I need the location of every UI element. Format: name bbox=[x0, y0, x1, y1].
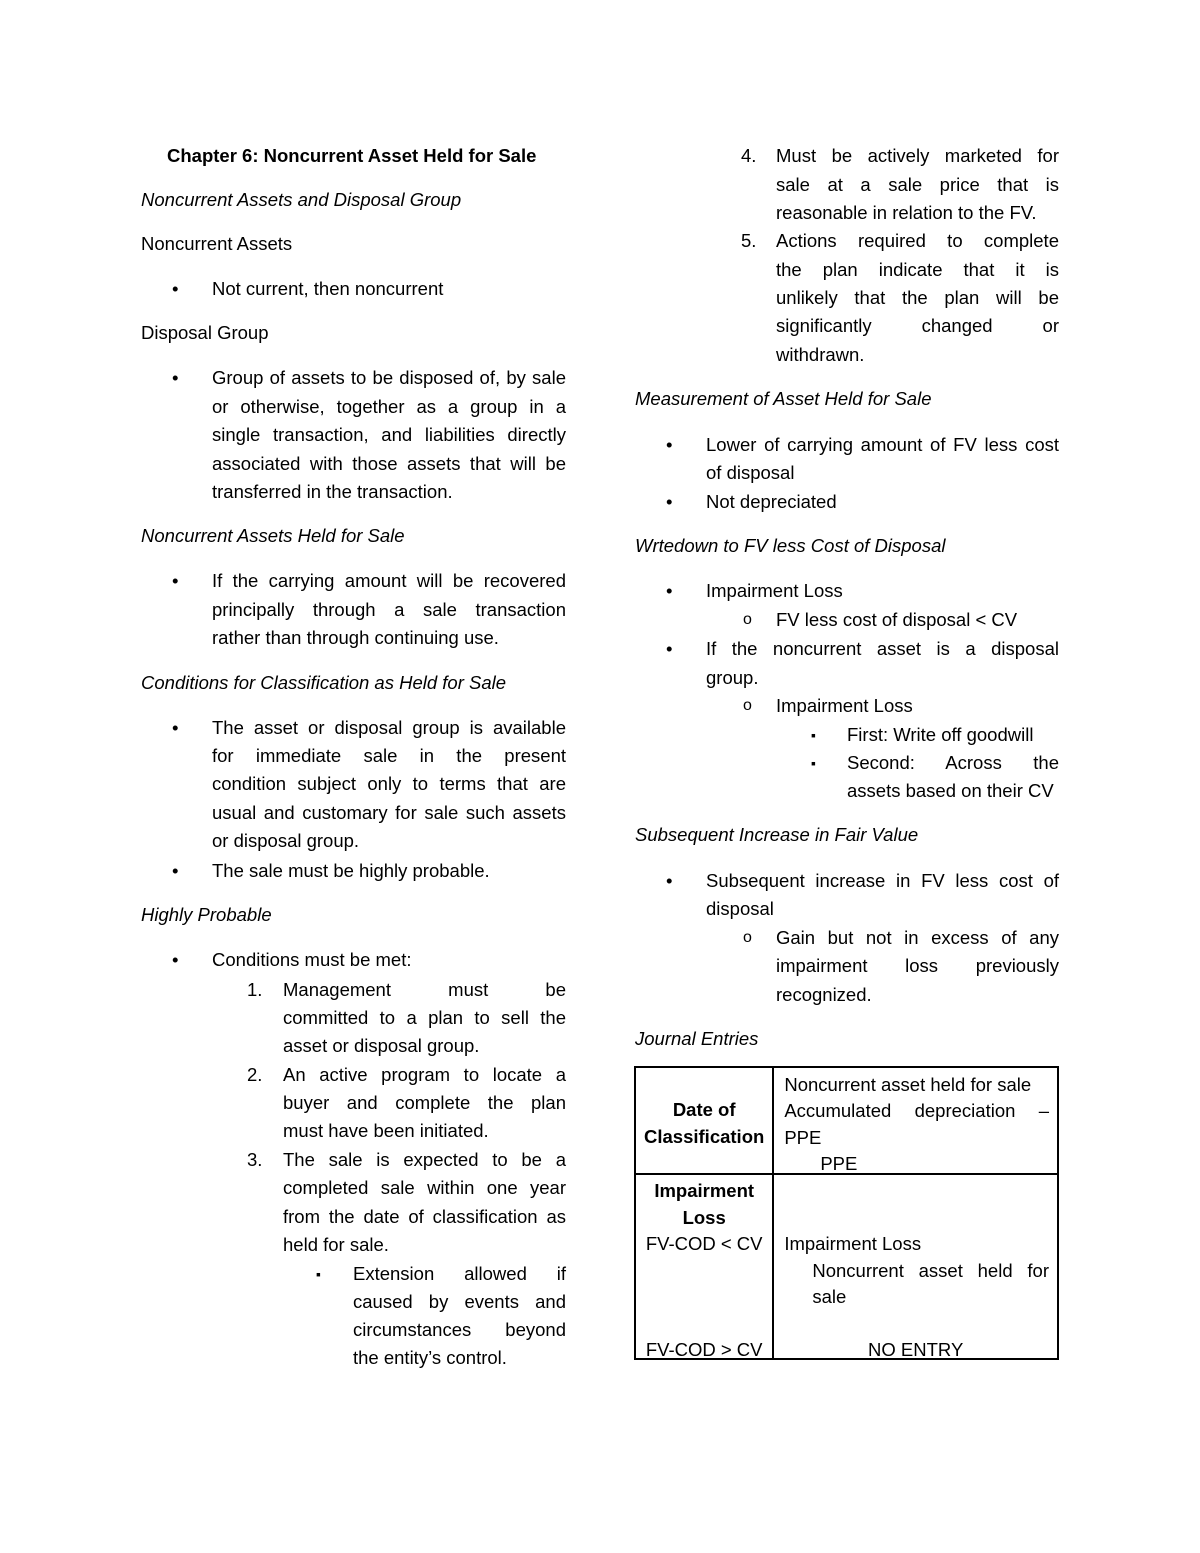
heading-noncurrent-assets-disposal-group: Noncurrent Assets and Disposal Group bbox=[141, 189, 462, 210]
page-title: Chapter 6: Noncurrent Asset Held for Sale bbox=[167, 145, 537, 166]
list-item-line: The sale is expected to be a bbox=[283, 1149, 566, 1170]
list-item-line: associated with those assets that will be bbox=[212, 453, 566, 474]
cell-label: Date of bbox=[672, 1099, 736, 1120]
cell-condition: FV-COD > CV bbox=[645, 1339, 763, 1360]
list-item-line: The asset or disposal group is available bbox=[212, 717, 566, 738]
cell-label: Classification bbox=[644, 1126, 765, 1147]
table-cell-entry bbox=[773, 1174, 1058, 1359]
list-item-line: condition subject only to terms that are bbox=[212, 773, 566, 794]
list-item-line: unlikely that the plan will be bbox=[776, 287, 1059, 308]
list-item-line: Extension allowed if bbox=[353, 1263, 566, 1284]
subheading-noncurrent-assets: Noncurrent Assets bbox=[141, 233, 293, 254]
list-item-line: impairment loss previously bbox=[776, 955, 1059, 976]
list-item-line: principally through a sale transaction bbox=[212, 599, 566, 620]
list-item-line: circumstances beyond bbox=[353, 1319, 566, 1340]
list-item-line: the plan indicate that it is bbox=[776, 259, 1059, 280]
bullet-icon: • bbox=[666, 580, 673, 601]
list-item-line: the entity’s control. bbox=[353, 1347, 507, 1368]
entry-no-entry: NO ENTRY bbox=[868, 1339, 964, 1360]
list-item-line: buyer and complete the plan bbox=[283, 1092, 566, 1113]
list-item-line: sale at a sale price that is bbox=[776, 174, 1059, 195]
bullet-icon: • bbox=[666, 638, 673, 659]
bullet-icon: • bbox=[172, 860, 179, 881]
entry-debit-line: Noncurrent asset held for sale bbox=[784, 1074, 1032, 1095]
list-item-line: committed to a plan to sell the bbox=[283, 1007, 566, 1028]
list-item-line: from the date of classification as bbox=[283, 1206, 566, 1227]
list-item-line: withdrawn. bbox=[776, 344, 865, 365]
entry-debit-line: Impairment Loss bbox=[784, 1233, 922, 1254]
number-marker: 2. bbox=[247, 1064, 263, 1085]
list-item-line: Second: Across the bbox=[847, 752, 1059, 773]
list-item-line: An active program to locate a bbox=[283, 1064, 566, 1085]
list-item-line: or disposal group. bbox=[212, 830, 360, 851]
heading-writedown: Wrtedown to FV less Cost of Disposal bbox=[635, 535, 946, 556]
list-item-line: asset or disposal group. bbox=[283, 1035, 480, 1056]
circle-bullet-icon: o bbox=[743, 929, 752, 946]
list-item-line: Group of assets to be disposed of, by sale bbox=[212, 367, 566, 388]
bullet-icon: • bbox=[172, 278, 179, 299]
square-bullet-icon: ▪ bbox=[811, 755, 816, 771]
list-item-line: Subsequent increase in FV less cost of bbox=[706, 870, 1059, 891]
list-item-line: Actions required to complete bbox=[776, 230, 1059, 251]
list-item-line: recognized. bbox=[776, 984, 872, 1005]
list-item-line: single transaction, and liabilities directly bbox=[212, 424, 566, 445]
list-item-line: If the noncurrent asset is a disposal bbox=[706, 638, 1059, 659]
list-item-line: completed sale within one year bbox=[283, 1177, 566, 1198]
bullet-icon: • bbox=[666, 434, 673, 455]
bullet-icon: • bbox=[172, 570, 179, 591]
entry-credit-line: sale bbox=[812, 1286, 847, 1307]
bullet-icon: • bbox=[666, 870, 673, 891]
entry-credit-line: PPE bbox=[820, 1153, 858, 1174]
list-item: The sale must be highly probable. bbox=[212, 860, 490, 881]
list-item-line: reasonable in relation to the FV. bbox=[776, 202, 1037, 223]
table-row bbox=[635, 1174, 1058, 1359]
bullet-icon: • bbox=[172, 717, 179, 738]
heading-highly-probable: Highly Probable bbox=[141, 904, 272, 925]
bullet-icon: • bbox=[172, 367, 179, 388]
list-item-line: Gain but not in excess of any bbox=[776, 927, 1059, 948]
subheading-disposal-group: Disposal Group bbox=[141, 322, 269, 343]
square-bullet-icon: ▪ bbox=[811, 727, 816, 743]
heading-subsequent-increase: Subsequent Increase in Fair Value bbox=[635, 824, 919, 845]
list-item: Not current, then noncurrent bbox=[212, 278, 444, 299]
list-item-line: must have been initiated. bbox=[283, 1120, 489, 1141]
table-cell-impairment bbox=[635, 1174, 773, 1359]
list-item-line: significantly changed or bbox=[776, 315, 1059, 336]
list-item-line: usual and customary for sale such assets bbox=[212, 802, 566, 823]
list-item-line: Lower of carrying amount of FV less cost bbox=[706, 434, 1059, 455]
heading-conditions-classification: Conditions for Classification as Held for Sale bbox=[141, 672, 507, 693]
entry-debit-line: Accumulated depreciation – bbox=[784, 1100, 1049, 1121]
list-item-line: Management must be bbox=[283, 979, 566, 1000]
square-bullet-icon: ▪ bbox=[316, 1266, 321, 1282]
list-item-line: transferred in the transaction. bbox=[212, 481, 453, 502]
list-item-line: Must be actively marketed for bbox=[776, 145, 1059, 166]
list-item: Not depreciated bbox=[706, 491, 837, 512]
heading-measurement: Measurement of Asset Held for Sale bbox=[635, 388, 932, 409]
circle-bullet-icon: o bbox=[743, 611, 752, 628]
number-marker: 1. bbox=[247, 979, 263, 1000]
circle-bullet-icon: o bbox=[743, 697, 752, 714]
table-cell-date-of-classification bbox=[635, 1067, 773, 1174]
cell-label: Loss bbox=[682, 1207, 726, 1228]
list-item-line: assets based on their CV bbox=[847, 780, 1054, 801]
number-marker: 3. bbox=[247, 1149, 263, 1170]
list-item-line: caused by events and bbox=[353, 1291, 566, 1312]
list-item: FV less cost of disposal < CV bbox=[776, 609, 1018, 630]
table-cell-entry bbox=[773, 1067, 1058, 1174]
entry-debit-line: PPE bbox=[784, 1127, 822, 1148]
list-item-line: disposal bbox=[706, 898, 774, 919]
number-marker: 5. bbox=[741, 230, 757, 251]
list-item-line: rather than through continuing use. bbox=[212, 627, 499, 648]
list-item-line: If the carrying amount will be recovered bbox=[212, 570, 566, 591]
list-item: First: Write off goodwill bbox=[847, 724, 1034, 745]
heading-noncurrent-assets-held-for-sale: Noncurrent Assets Held for Sale bbox=[141, 525, 405, 546]
list-item: Conditions must be met: bbox=[212, 949, 412, 970]
bullet-icon: • bbox=[666, 491, 673, 512]
heading-journal-entries: Journal Entries bbox=[635, 1028, 759, 1049]
table-row bbox=[635, 1067, 1058, 1174]
cell-condition: FV-COD < CV bbox=[645, 1233, 763, 1254]
list-item-line: of disposal bbox=[706, 462, 795, 483]
bullet-icon: • bbox=[172, 949, 179, 970]
list-item-line: held for sale. bbox=[283, 1234, 389, 1255]
cell-label: Impairment bbox=[654, 1180, 755, 1201]
list-item: Impairment Loss bbox=[776, 695, 913, 716]
list-item: Impairment Loss bbox=[706, 580, 843, 601]
list-item-line: or otherwise, together as a group in a bbox=[212, 396, 566, 417]
number-marker: 4. bbox=[741, 145, 757, 166]
list-item-line: group. bbox=[706, 667, 759, 688]
entry-credit-line: Noncurrent asset held for bbox=[812, 1260, 1049, 1281]
journal-entries-table bbox=[634, 1066, 1059, 1360]
list-item-line: for immediate sale in the present bbox=[212, 745, 566, 766]
